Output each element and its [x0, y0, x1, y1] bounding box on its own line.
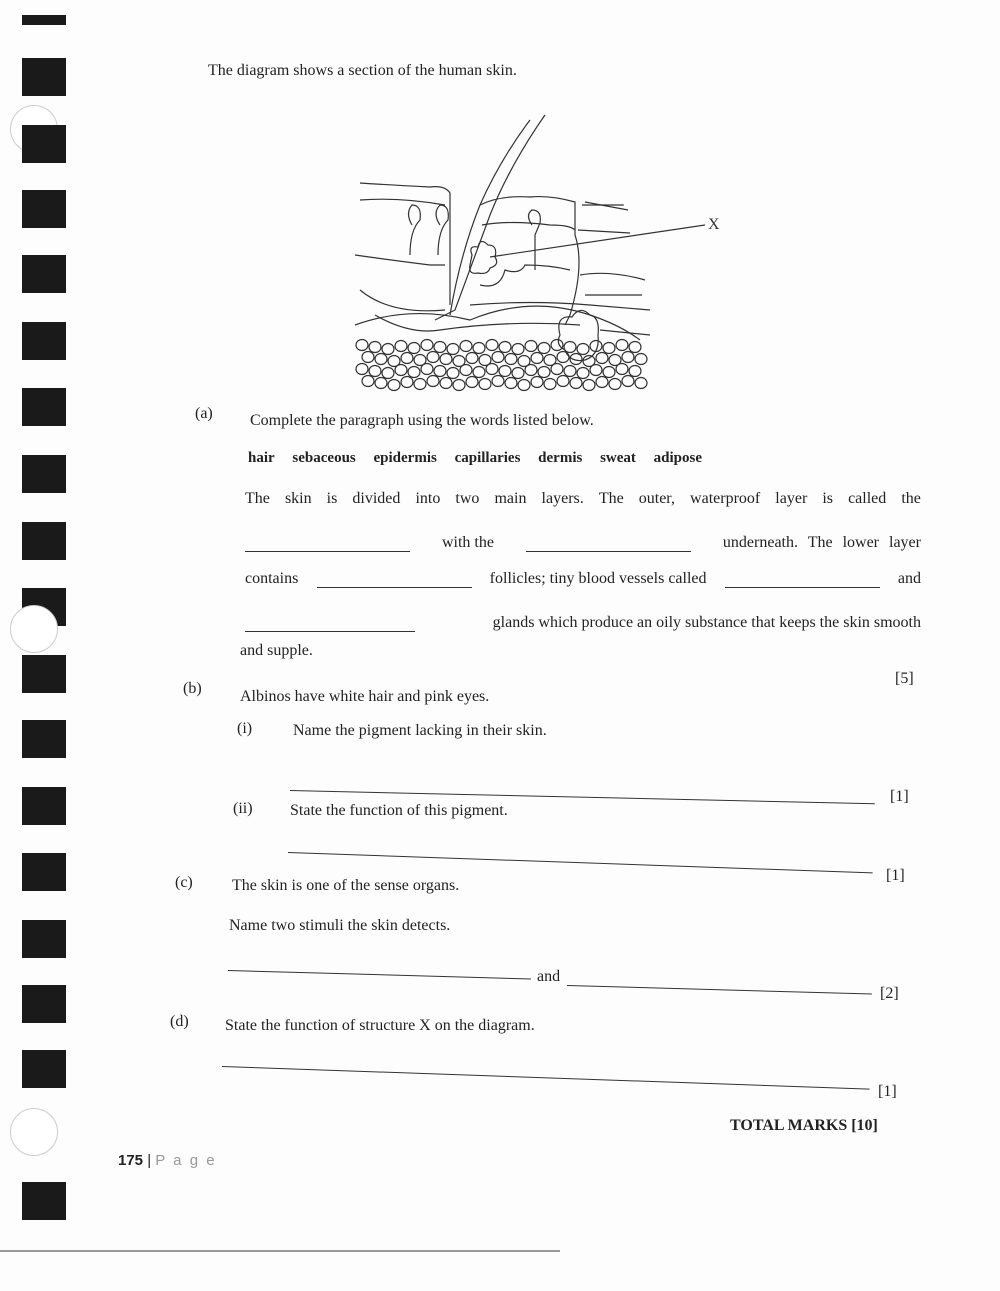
part-a-label: (a)	[195, 405, 213, 422]
fat-cell	[479, 379, 491, 390]
part-b-ii-label: (ii)	[233, 800, 253, 817]
fat-cell	[505, 378, 517, 389]
fat-cell	[525, 365, 537, 376]
fat-cell	[492, 376, 504, 387]
word: outer,	[638, 490, 675, 507]
paragraph-line-5: and supple.	[240, 642, 313, 659]
part-b-label: (b)	[183, 680, 202, 697]
part-d-label: (d)	[170, 1013, 189, 1030]
fat-cell	[395, 365, 407, 376]
fat-cell	[622, 376, 634, 387]
part-b-text: Albinos have white hair and pink eyes.	[240, 688, 490, 705]
word: dermis	[538, 450, 583, 466]
fat-cell	[369, 366, 381, 377]
fat-cell	[356, 340, 368, 351]
part-c-question: Name two stimuli the skin detects.	[229, 917, 451, 934]
word: layer	[775, 490, 808, 507]
part-b-ii-text: State the function of this pigment.	[290, 802, 508, 819]
fat-cell	[525, 341, 537, 352]
fat-cell	[492, 352, 504, 363]
part-b-ii-marks: [1]	[886, 867, 905, 884]
adipose-tissue	[356, 340, 647, 391]
word: sebaceous	[292, 450, 356, 466]
fat-cell	[434, 342, 446, 353]
fat-cell	[570, 378, 582, 389]
fat-cell	[531, 353, 543, 364]
fat-cell	[401, 353, 413, 364]
part-d-text: State the function of structure X on the diagram.	[225, 1017, 535, 1034]
text: follicles; tiny blood vessels called	[489, 570, 707, 587]
part-c-text: The skin is one of the sense organs.	[232, 877, 460, 894]
fat-cell	[427, 352, 439, 363]
part-a-instruction: Complete the paragraph using the words listed below.	[250, 412, 594, 429]
word: hair	[248, 450, 275, 466]
fat-cell	[486, 364, 498, 375]
text: contains	[245, 570, 299, 587]
fat-cell	[564, 366, 576, 377]
fat-cell	[466, 353, 478, 364]
intro-text: The diagram shows a section of the human skin.	[208, 62, 517, 79]
part-c-marks: [2]	[880, 985, 899, 1002]
fat-cell	[395, 341, 407, 352]
fat-cell	[603, 367, 615, 378]
word: waterproof	[690, 490, 761, 507]
fat-cell	[603, 343, 615, 354]
fat-cell	[473, 343, 485, 354]
text: and	[897, 570, 921, 587]
word: adipose	[653, 450, 703, 466]
fat-cell	[440, 354, 452, 365]
fat-cell	[408, 343, 420, 354]
fat-cell	[538, 367, 550, 378]
fat-cell	[557, 376, 569, 387]
fat-cell	[382, 368, 394, 379]
paragraph-line-2	[245, 534, 921, 552]
label-line-x	[490, 225, 705, 257]
part-b-i-label: (i)	[237, 720, 253, 737]
fat-cell	[557, 352, 569, 363]
fat-cell	[538, 343, 550, 354]
answer-line-d[interactable]	[222, 1066, 870, 1090]
fat-cell	[531, 377, 543, 388]
fat-cell	[414, 379, 426, 390]
fat-cell	[577, 368, 589, 379]
word-bank	[248, 450, 716, 467]
sebaceous-gland-x	[470, 241, 497, 273]
fat-cell	[609, 379, 621, 390]
fat-cell	[596, 377, 608, 388]
fat-cell	[447, 368, 459, 379]
answer-line-c-1[interactable]	[228, 970, 531, 979]
page-number: 175	[118, 1152, 144, 1169]
fat-cell	[434, 366, 446, 377]
fat-cell	[564, 342, 576, 353]
part-b-i-marks: [1]	[890, 788, 909, 805]
fat-cell	[629, 366, 641, 377]
word: is	[822, 490, 834, 507]
answer-blank-5[interactable]	[245, 630, 415, 632]
fat-cell	[505, 354, 517, 365]
answer-blank-2[interactable]	[526, 550, 691, 552]
fat-cell	[512, 368, 524, 379]
fat-cell	[590, 365, 602, 376]
answer-blank-1[interactable]	[245, 550, 410, 552]
fat-cell	[408, 367, 420, 378]
fat-cell	[382, 344, 394, 355]
word: The	[245, 490, 270, 507]
answer-line-b-ii[interactable]	[288, 852, 873, 873]
fat-cell	[551, 340, 563, 351]
fat-cell	[447, 344, 459, 355]
text: with the	[441, 534, 494, 551]
fat-cell	[453, 380, 465, 391]
word: into	[415, 490, 441, 507]
fat-cell	[499, 342, 511, 353]
skin-section-diagram	[350, 105, 730, 400]
part-c-label: (c)	[175, 874, 193, 891]
sweat-gland-pore	[409, 205, 421, 255]
word: epidermis	[373, 450, 437, 466]
paragraph-line-4	[245, 614, 921, 632]
word: sweat	[600, 450, 636, 466]
fat-cell	[427, 376, 439, 387]
word: is	[326, 490, 338, 507]
text: underneath. The lower layer	[722, 534, 921, 551]
fat-cell	[362, 376, 374, 387]
answer-line-c-2[interactable]	[567, 985, 872, 995]
fat-cell	[635, 378, 647, 389]
fat-cell	[518, 380, 530, 391]
fat-cell	[466, 377, 478, 388]
fat-cell	[512, 344, 524, 355]
page-footer	[118, 1152, 217, 1169]
page-word: P a g e	[155, 1152, 217, 1169]
fat-cell	[544, 379, 556, 390]
fat-cell	[460, 341, 472, 352]
epidermis-outline	[360, 183, 450, 305]
fat-cell	[616, 364, 628, 375]
fat-cell	[622, 352, 634, 363]
text: glands which produce an oily substance that keeps the skin smooth	[492, 614, 921, 631]
fat-cell	[375, 378, 387, 389]
fat-cell	[356, 364, 368, 375]
part-a-marks: [5]	[895, 670, 914, 687]
total-marks: TOTAL MARKS [10]	[730, 1117, 878, 1134]
fat-cell	[596, 353, 608, 364]
fat-cell	[635, 354, 647, 365]
word: two	[455, 490, 480, 507]
fat-cell	[551, 364, 563, 375]
paragraph-line-1	[245, 490, 921, 508]
word: capillaries	[454, 450, 521, 466]
word: main	[494, 490, 527, 507]
fat-cell	[388, 380, 400, 391]
scan-edge	[0, 1250, 560, 1252]
part-b-i-text: Name the pigment lacking in their skin.	[293, 722, 547, 739]
word: divided	[352, 490, 401, 507]
fat-cell	[629, 342, 641, 353]
fat-cell	[369, 342, 381, 353]
answer-blank-4[interactable]	[725, 586, 880, 588]
fat-cell	[401, 377, 413, 388]
answer-blank-3[interactable]	[317, 586, 472, 588]
footer-separator: |	[147, 1152, 152, 1169]
fat-cell	[577, 344, 589, 355]
fat-cell	[375, 354, 387, 365]
fat-cell	[583, 380, 595, 391]
fat-cell	[499, 366, 511, 377]
fat-cell	[486, 340, 498, 351]
fat-cell	[616, 340, 628, 351]
part-c-and: and	[537, 968, 561, 985]
paragraph-line-3	[245, 570, 921, 588]
word: The	[598, 490, 624, 507]
word: the	[901, 490, 921, 507]
fat-cell	[460, 365, 472, 376]
word: layers.	[541, 490, 584, 507]
fat-cell	[421, 340, 433, 351]
part-d-marks: [1]	[878, 1083, 897, 1100]
fat-cell	[473, 367, 485, 378]
label-x: X	[708, 216, 720, 233]
fat-cell	[421, 364, 433, 375]
word: skin	[284, 490, 312, 507]
word: called	[848, 490, 887, 507]
fat-cell	[440, 378, 452, 389]
fat-cell	[362, 352, 374, 363]
